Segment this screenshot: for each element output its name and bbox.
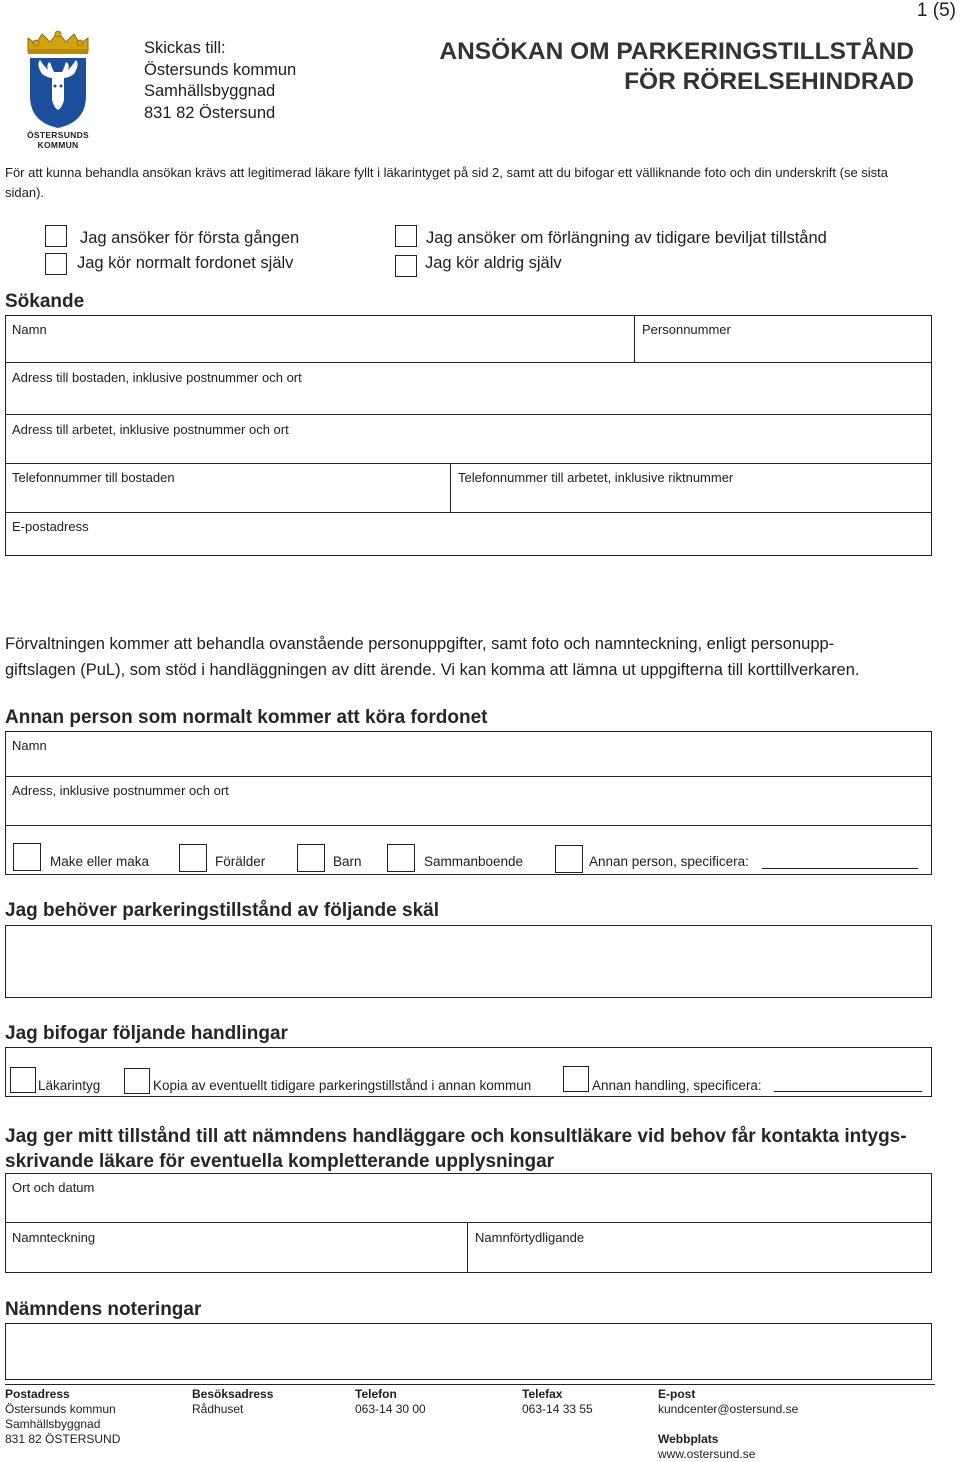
logo-text-line2: KOMMUN xyxy=(37,140,79,150)
footer-visit xyxy=(192,1387,273,1417)
email-label: E-postadress xyxy=(12,519,89,534)
divider xyxy=(5,776,932,777)
first-time-checkbox[interactable] xyxy=(45,225,67,247)
page-number: 1 (5) xyxy=(916,0,956,21)
extension-checkbox[interactable] xyxy=(395,225,417,247)
footer-phone xyxy=(355,1387,426,1417)
footer-email-label: E-post xyxy=(658,1387,696,1401)
notes-box xyxy=(5,1323,932,1380)
name-clarification-input[interactable] xyxy=(475,1249,926,1269)
first-time-label: Jag ansöker för första gången xyxy=(80,229,300,247)
footer-postal xyxy=(5,1387,120,1447)
relation-other-specify-line[interactable] xyxy=(762,868,918,869)
home-address-label: Adress till bostaden, inklusive postnummer och ort xyxy=(12,370,302,385)
footer-postal-line2: Samhällsbyggnad xyxy=(5,1417,101,1431)
logo-text-line1: ÖSTERSUNDS xyxy=(26,130,90,140)
footer-email xyxy=(658,1387,798,1462)
attachment-previous-permit-checkbox[interactable] xyxy=(124,1068,150,1094)
send-to-line3: 831 82 Östersund xyxy=(144,103,276,122)
email-input[interactable] xyxy=(12,534,926,554)
reasons-heading: Jag behöver parkeringstillstånd av följande skäl xyxy=(5,900,439,921)
never-drive-label: Jag kör aldrig själv xyxy=(425,254,562,272)
home-phone-input[interactable] xyxy=(12,489,446,509)
divider xyxy=(5,825,932,826)
relation-spouse-label: Make eller maka xyxy=(50,854,150,869)
relation-other-checkbox[interactable] xyxy=(555,845,583,873)
applicant-name-label: Namn xyxy=(12,322,47,337)
work-address-input[interactable] xyxy=(12,440,926,460)
work-phone-label: Telefonnummer till arbetet, inklusive riktnummer xyxy=(458,470,734,485)
work-address-label: Adress till arbetet, inklusive postnummer och ort xyxy=(12,422,289,437)
footer-email-link[interactable]: kundcenter@ostersund.se xyxy=(658,1402,799,1416)
divider xyxy=(5,362,932,363)
footer-postal-label: Postadress xyxy=(5,1387,70,1401)
attachment-medical-certificate-label: Läkarintyg xyxy=(38,1078,101,1093)
consent-heading-line1: Jag ger mitt tillstånd till att nämndens handläggare och konsultläkare vid behov får kontakta intygs- xyxy=(5,1126,907,1147)
send-to-line1: Östersunds kommun xyxy=(144,60,297,79)
home-phone-label: Telefonnummer till bostaden xyxy=(12,470,175,485)
footer-rule xyxy=(5,1384,935,1385)
place-date-label: Ort och datum xyxy=(12,1180,95,1195)
relation-child-checkbox[interactable] xyxy=(297,844,325,872)
drive-self-label: Jag kör normalt fordonet själv xyxy=(77,254,294,272)
privacy-notice xyxy=(5,632,955,683)
personnummer-input[interactable] xyxy=(642,340,926,360)
name-clarification-label: Namnförtydligande xyxy=(475,1230,585,1245)
divider xyxy=(5,414,932,415)
relation-cohabitant-checkbox[interactable] xyxy=(387,844,415,872)
footer-visit-line1: Rådhuset xyxy=(192,1402,244,1416)
extension-label: Jag ansöker om förlängning av tidigare beviljat tillstånd xyxy=(426,229,827,247)
consent-heading-line2: skrivande läkare för eventuella kompletterande upplysningar xyxy=(5,1151,555,1172)
never-drive-checkbox[interactable] xyxy=(395,255,417,277)
attachment-other-label: Annan handling, specificera: xyxy=(592,1078,762,1093)
document-title-line1: ANSÖKAN OM PARKERINGSTILLSTÅND xyxy=(439,38,914,65)
attachment-other-checkbox[interactable] xyxy=(563,1066,589,1092)
divider xyxy=(634,315,635,363)
reasons-textarea[interactable] xyxy=(5,925,932,998)
other-driver-name-label: Namn xyxy=(12,738,47,753)
attachment-medical-certificate-checkbox[interactable] xyxy=(10,1067,36,1093)
footer-phone-label: Telefon xyxy=(355,1387,397,1401)
relation-parent-checkbox[interactable] xyxy=(179,844,207,872)
relation-child-label: Barn xyxy=(333,854,362,869)
attachment-other-specify-line[interactable] xyxy=(774,1091,922,1092)
send-to-line2: Samhällsbyggnad xyxy=(144,82,276,100)
other-driver-address-input[interactable] xyxy=(12,802,926,822)
send-to-address xyxy=(144,38,296,124)
relation-cohabitant-label: Sammanboende xyxy=(424,854,524,869)
footer-web-label: Webbplats xyxy=(658,1432,719,1446)
other-driver-name-input[interactable] xyxy=(12,755,926,775)
relation-spouse-checkbox[interactable] xyxy=(13,843,41,871)
footer-fax-label: Telefax xyxy=(522,1387,563,1401)
footer-visit-label: Besöksadress xyxy=(192,1387,274,1401)
document-title-line2: FÖR RÖRELSEHINDRAD xyxy=(624,68,914,95)
divider xyxy=(5,1222,932,1223)
footer-fax xyxy=(522,1387,593,1417)
footer-web-link[interactable]: www.ostersund.se xyxy=(658,1447,756,1461)
notes-heading: Nämndens noteringar xyxy=(5,1299,202,1320)
divider xyxy=(5,463,932,464)
relation-parent-label: Förälder xyxy=(215,854,266,869)
divider xyxy=(5,512,932,513)
consent-heading xyxy=(5,1124,955,1174)
relation-other-label: Annan person, specificera: xyxy=(589,854,749,869)
footer-postal-line1: Östersunds kommun xyxy=(5,1402,116,1416)
divider xyxy=(467,1222,468,1273)
drive-self-checkbox[interactable] xyxy=(45,253,67,275)
divider xyxy=(450,463,451,513)
personnummer-label: Personnummer xyxy=(642,322,731,337)
other-driver-heading: Annan person som normalt kommer att köra fordonet xyxy=(5,707,488,728)
signature-label: Namnteckning xyxy=(12,1230,96,1245)
home-address-input[interactable] xyxy=(12,390,926,410)
attachments-heading: Jag bifogar följande handlingar xyxy=(5,1023,288,1044)
moose-crown-coat-of-arms-icon xyxy=(22,30,94,130)
footer-phone-line1: 063-14 30 00 xyxy=(355,1402,426,1416)
other-driver-address-label: Adress, inklusive postnummer och ort xyxy=(12,783,229,798)
privacy-notice-line1: Förvaltningen kommer att behandla ovanstående personuppgifter, samt foto och namnteckning, enligt personupp- xyxy=(5,635,835,653)
footer-postal-line3: 831 82 ÖSTERSUND xyxy=(5,1432,121,1446)
municipality-logo xyxy=(22,30,94,152)
work-phone-input[interactable] xyxy=(458,489,927,509)
place-date-input[interactable] xyxy=(12,1199,926,1219)
privacy-notice-line2: giftslagen (PuL), som stöd i handläggningen av ditt ärende. Vi kan komma att lämna ut uppgifterna till korttillverkaren. xyxy=(5,660,860,679)
signature-input[interactable] xyxy=(12,1249,461,1269)
send-to-label: Skickas till: xyxy=(144,39,226,57)
applicant-heading: Sökande xyxy=(5,291,85,312)
document-title xyxy=(439,37,914,97)
applicant-name-input[interactable] xyxy=(12,340,626,360)
footer-fax-line1: 063-14 33 55 xyxy=(522,1402,593,1416)
intro-text: För att kunna behandla ansökan krävs att legitimerad läkare fyllt i läkarintyget på sid 2, samt att du bifogar ett välliknande foto och din underskrift (se sista sidan). xyxy=(5,165,889,200)
attachment-previous-permit-label: Kopia av eventuellt tidigare parkeringstillstånd i annan kommun xyxy=(153,1078,532,1093)
